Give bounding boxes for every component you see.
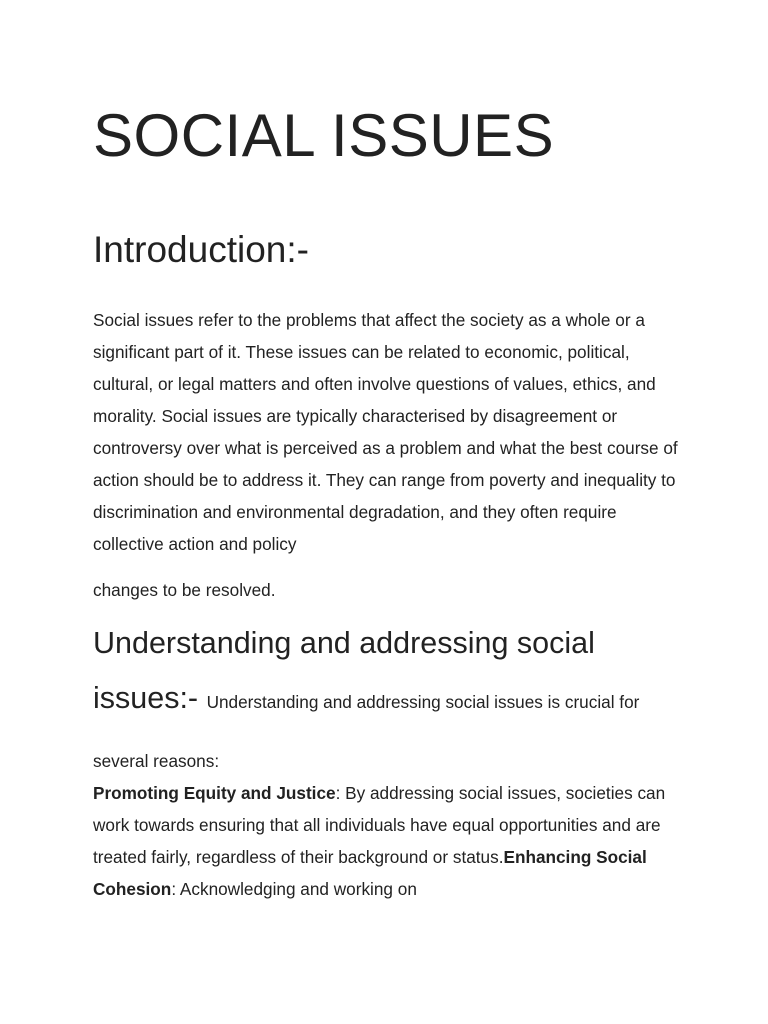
section-intro-text: Understanding and addressing social issues is crucial for several reasons: xyxy=(93,692,640,771)
point-text: : Acknowledging and working on xyxy=(171,879,417,899)
introduction-heading: Introduction:- xyxy=(93,229,309,270)
point-text: : By addressing social issues, societies can work towards ensuring that all individuals have equal opportunities and are treated fairly, regardless of their background or status. xyxy=(93,783,666,867)
points-paragraph xyxy=(93,777,683,905)
section-heading-text: Understanding and addressing social issues:- xyxy=(93,626,595,715)
section-heading xyxy=(93,616,683,789)
introduction-paragraph: Social issues refer to the problems that affect the society as a whole or a significant part of it. These issues can be related to economic, political, cultural, or legal matters and often involve questions of values, ethics, and morality. Social issues are typically characterised by disagreement or controversy over what is perceived as a problem and what the best course of action should be to address it. They can range from poverty and inequality to discrimination and environmental degradation, and they often require collective action and policy xyxy=(93,310,678,554)
point-term: Enhancing Social Cohesion xyxy=(93,847,647,899)
point-term: Promoting Equity and Justice xyxy=(93,783,336,803)
introduction-paragraph-continued: changes to be resolved. xyxy=(93,580,276,600)
document-title: SOCIAL ISSUES xyxy=(93,102,555,169)
